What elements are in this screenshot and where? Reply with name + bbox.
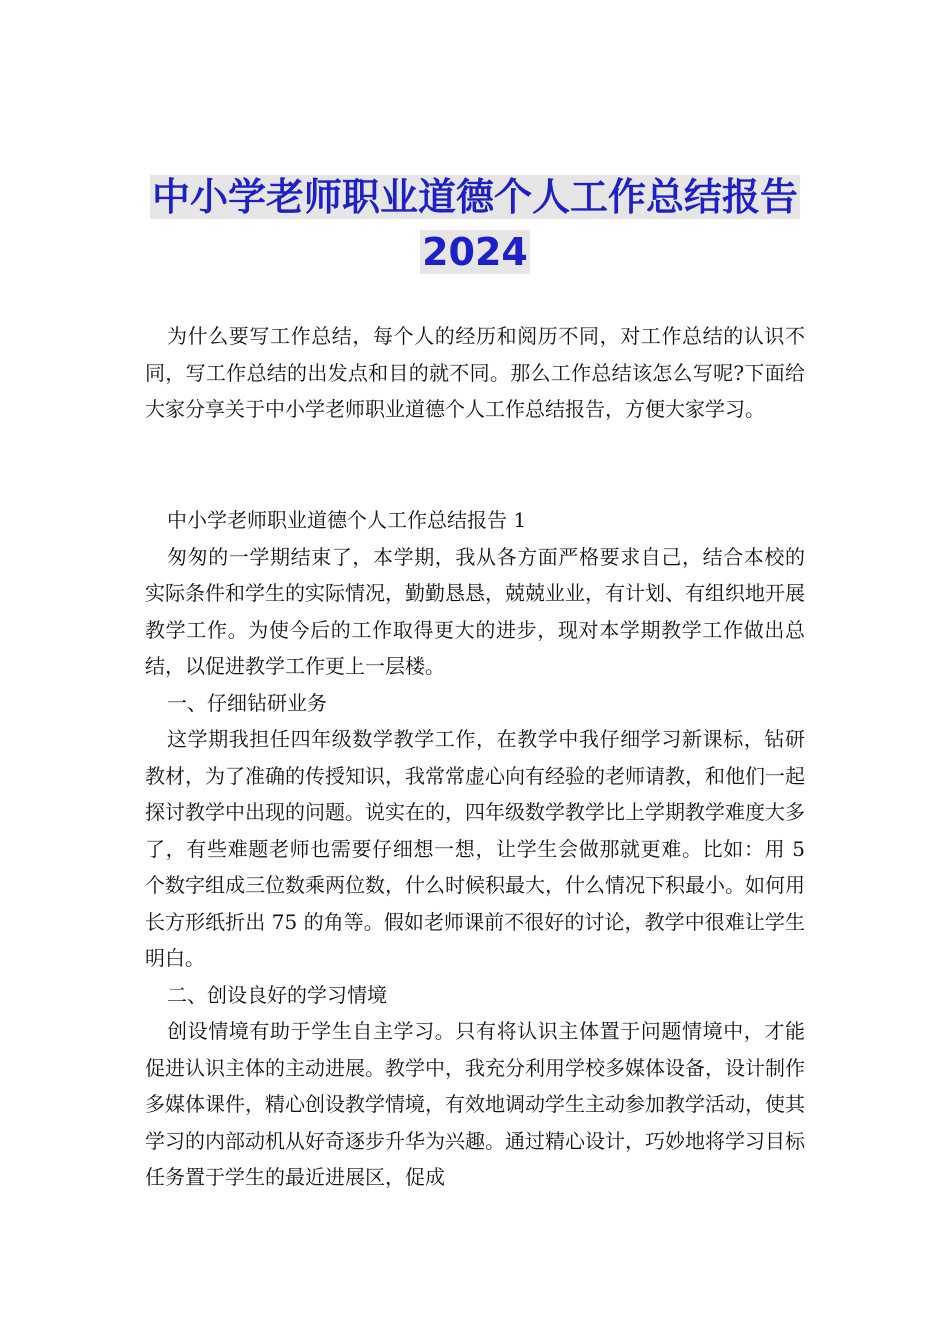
document-title bbox=[0, 170, 950, 280]
report-title: 中小学老师职业道德个人工作总结报告 1 bbox=[167, 508, 527, 532]
title-line-1: 中小学老师职业道德个人工作总结报告 bbox=[151, 175, 798, 219]
intro-paragraph: 为什么要写工作总结，每个人的经历和阅历不同，对工作总结的认识不同，写工作总结的出发点和目的就不同。那么工作总结该怎么写呢?下面给大家分享关于中小学老师职业道德个人工作总结报告，方便大家学习。 bbox=[145, 324, 805, 421]
section-heading-2: 二、创设良好的学习情境 bbox=[167, 982, 387, 1007]
section-heading-1: 一、仔细钻研业务 bbox=[167, 690, 327, 715]
paragraph-3: 创设情境有助于学生自主学习。只有将认识主体置于问题情境中，才能促进认识主体的主动进展。教学中，我充分利用学校多媒体设备，设计制作多媒体课件，精心创设教学情境，有效地调动学生主动参加教学活动，使其学习的内部动机从好奇逐步升华为兴趣。通过精心设计，巧妙地将学习目标任务置于学生的最近进展区，促成 bbox=[145, 1019, 805, 1189]
intro-section bbox=[145, 318, 805, 428]
title-line-2: 2024 bbox=[422, 230, 528, 274]
report-section bbox=[145, 502, 805, 1196]
paragraph-1: 匆匆的一学期结束了，本学期，我从各方面严格要求自己，结合本校的实际条件和学生的实际情况，勤勤恳恳，兢兢业业，有计划、有组织地开展教学工作。为使今后的工作取得更大的进步，现对本学期教学工作做出总结，以促进教学工作更上一层楼。 bbox=[145, 544, 805, 678]
paragraph-2: 这学期我担任四年级数学教学工作，在教学中我仔细学习新课标，钻研教材，为了准确的传授知识，我常常虚心向有经验的老师请教，和他们一起探讨教学中出现的问题。说实在的，四年级数学教学比上学期教学难度大多了，有些难题老师也需要仔细想一想，让学生会做那就更难。比如：用 5 个数字组成三位数乘两位数，什么时候积最大，什么情况下积最小。如何用长方形纸折出 75 的角等。假如老师课前不很好的讨论，教学中很难让学生明白。 bbox=[145, 727, 805, 970]
